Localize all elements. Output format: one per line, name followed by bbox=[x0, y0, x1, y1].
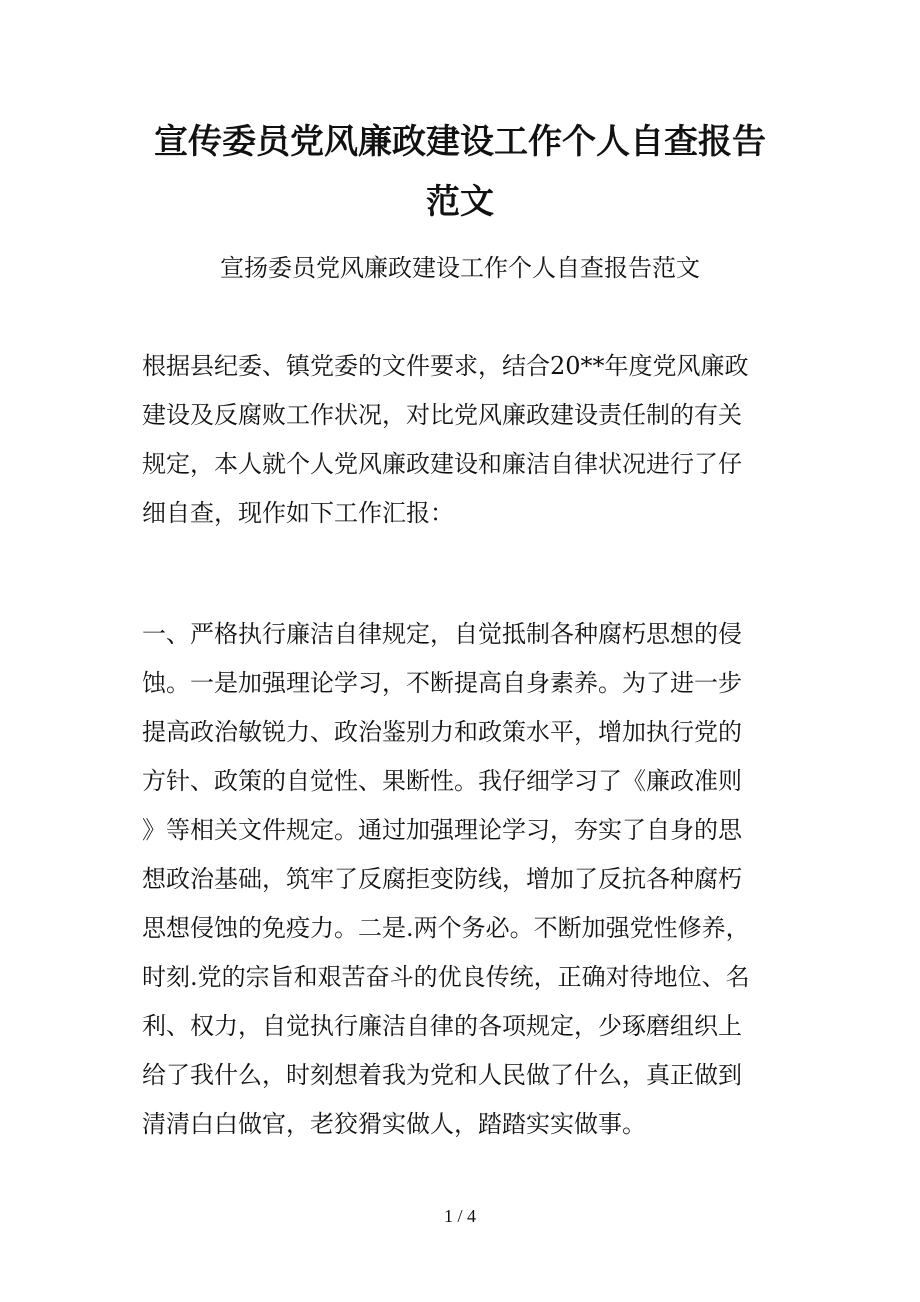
paragraph-line: 蚀。一是加强理论学习，不断提高自身素养。为了进一步 bbox=[142, 669, 742, 697]
paragraph-line: 清清白白做官，老狡猾实做人，踏踏实实做事。 bbox=[142, 1110, 646, 1138]
paragraph-line: 给了我什么，时刻想着我为党和人民做了什么，真正做到 bbox=[142, 1061, 742, 1089]
paragraph-line: 根据县纪委、镇党委的文件要求，结合20**年度党风廉政 bbox=[142, 352, 749, 380]
paragraph-line: 方针、政策的自觉性、果断性。我仔细学习了《廉政准则 bbox=[142, 767, 742, 795]
paragraph-section-one bbox=[142, 610, 782, 1149]
paragraph-line: 细自查，现作如下工作汇报： bbox=[142, 499, 454, 527]
paragraph-line: 提高政治敏锐力、政治鉴别力和政策水平，增加执行党的 bbox=[142, 718, 742, 746]
paragraph-line: 想政治基础，筑牢了反腐拒变防线，增加了反抗各种腐朽 bbox=[142, 865, 742, 893]
paragraph-line: 利、权力，自觉执行廉洁自律的各项规定，少琢磨组织上 bbox=[142, 1012, 742, 1040]
paragraph-line: 》等相关文件规定。通过加强理论学习，夯实了自身的思 bbox=[142, 816, 742, 844]
paragraph-line: 思想侵蚀的免疫力。二是.两个务必。不断加强党性修养， bbox=[142, 914, 750, 942]
paragraph-line: 时刻.党的宗旨和艰苦奋斗的优良传统，正确对待地位、名 bbox=[142, 963, 750, 991]
page-number: 1 / 4 bbox=[443, 1206, 476, 1226]
document-subtitle: 宣扬委员党风廉政建设工作个人自查报告范文 bbox=[220, 254, 700, 282]
paragraph-line: 规定，本人就个人党风廉政建设和廉洁自律状况进行了仔 bbox=[142, 450, 742, 478]
document-title-line-2: 范文 bbox=[426, 182, 494, 222]
paragraph-intro bbox=[142, 342, 782, 538]
paragraph-line: 建设及反腐败工作状况，对比党风廉政建设责任制的有关 bbox=[142, 401, 742, 429]
document-title-line-1: 宣传委员党风廉政建设工作个人自查报告 bbox=[154, 122, 766, 162]
paragraph-line: 一、严格执行廉洁自律规定，自觉抵制各种腐朽思想的侵 bbox=[142, 620, 742, 648]
